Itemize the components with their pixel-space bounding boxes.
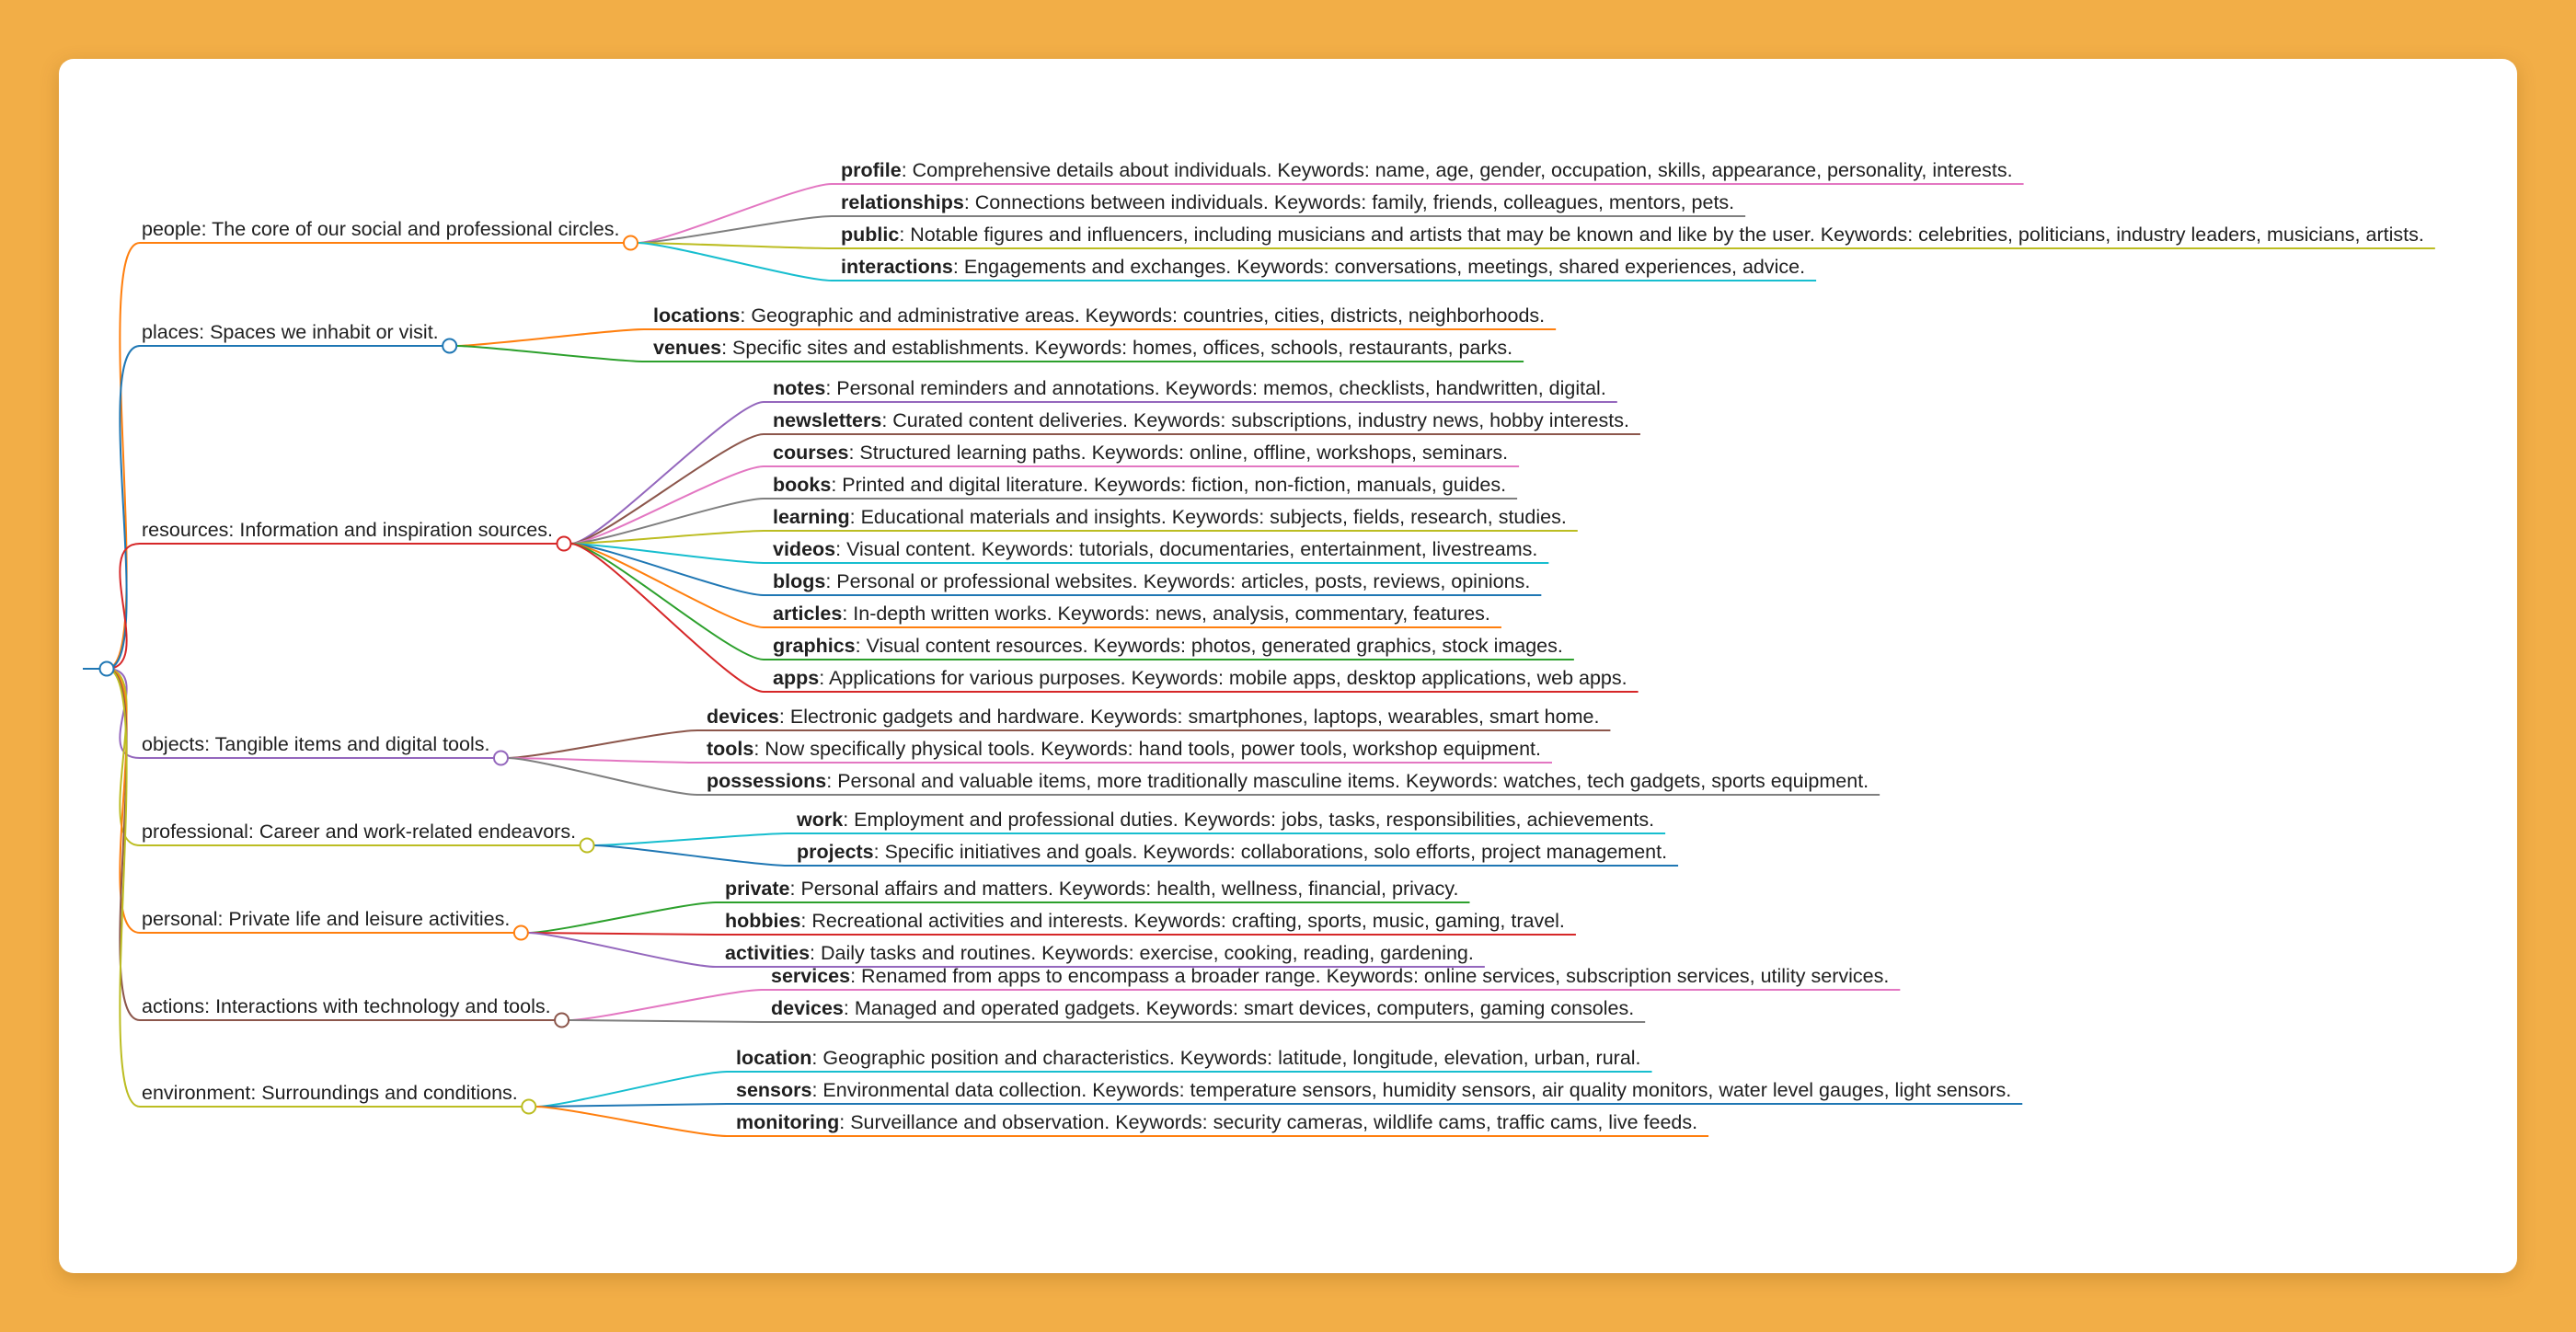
child-connector: [569, 1020, 1645, 1022]
child-description: : Structured learning paths. Keywords: online, offline, workshops, seminars.: [848, 442, 1509, 464]
branch-label: actions: Interactions with technology and tools.: [142, 995, 551, 1017]
child-keyword: devices: [707, 706, 779, 728]
child-label: [773, 474, 1506, 496]
child-keyword: videos: [773, 538, 836, 560]
branch-toggle[interactable]: [494, 752, 508, 765]
child-description: : Managed and operated gadgets. Keywords: smart devices, computers, gaming consoles.: [843, 997, 1635, 1019]
child-label: [796, 809, 1654, 831]
child-keyword: learning: [773, 506, 850, 528]
child-description: : Environmental data collection. Keywords: temperature sensors, humidity sensors, air quality monitors, water level gauges, light sensors.: [811, 1079, 2012, 1101]
child-keyword: articles: [773, 603, 843, 625]
child-label: [773, 570, 1530, 592]
child-label: [653, 304, 1545, 327]
child-description: : Connections between individuals. Keywords: family, friends, colleagues, mentors, pets.: [963, 191, 1735, 213]
child-label: [773, 667, 1627, 689]
child-keyword: notes: [773, 377, 826, 399]
child-label: [841, 191, 1734, 213]
child-label: [725, 878, 1458, 900]
child-description: : Educational materials and insights. Keywords: subjects, fields, research, studies.: [849, 506, 1567, 528]
child-description: : Curated content deliveries. Keywords: subscriptions, industry news, hobby interests.: [881, 409, 1629, 431]
branch-label: places: Spaces we inhabit or visit.: [142, 321, 439, 343]
child-description: : Geographic position and characteristics. Keywords: latitude, longitude, elevation, urban, rural.: [811, 1047, 1641, 1069]
branch-connector: [107, 544, 140, 669]
child-label: [707, 770, 1869, 792]
child-keyword: newsletters: [773, 409, 882, 431]
child-connector: [535, 1104, 2022, 1107]
child-keyword: sensors: [736, 1079, 812, 1101]
child-label: [773, 442, 1508, 464]
branch-toggle[interactable]: [581, 839, 594, 853]
child-keyword: graphics: [773, 635, 856, 657]
child-description: : Daily tasks and routines. Keywords: exercise, cooking, reading, gardening.: [810, 942, 1474, 964]
child-label: [773, 603, 1490, 625]
child-connector: [528, 933, 1576, 935]
child-keyword: work: [797, 809, 844, 831]
child-keyword: activities: [725, 942, 811, 964]
child-description: : Engagements and exchanges. Keywords: conversations, meetings, shared experiences, advice.: [952, 256, 1806, 278]
child-description: : Renamed from apps to encompass a broader range. Keywords: online services, subscription services, utility services.: [850, 965, 1890, 987]
child-keyword: location: [736, 1047, 812, 1069]
child-keyword: devices: [771, 997, 844, 1019]
child-label: [736, 1047, 1641, 1069]
child-label: [841, 159, 2013, 181]
child-description: : Printed and digital literature. Keywords: fiction, non-fiction, manuals, guides.: [831, 474, 1507, 496]
child-keyword: possessions: [707, 770, 827, 792]
branch-connector: [107, 669, 140, 1107]
child-keyword: venues: [653, 337, 722, 359]
child-description: : Employment and professional duties. Keywords: jobs, tasks, responsibilities, achievements.: [843, 809, 1655, 831]
child-description: : Personal and valuable items, more traditionally masculine items. Keywords: watches, tech gadgets, sports equipment.: [826, 770, 1869, 792]
child-description: : Comprehensive details about individuals. Keywords: name, age, gender, occupation, skills, appearance, personality, interests.: [901, 159, 2013, 181]
mindmap-canvas: [59, 59, 2517, 1273]
child-description: : Geographic and administrative areas. Keywords: countries, cities, districts, neighborhoods.: [740, 304, 1546, 327]
child-keyword: profile: [841, 159, 902, 181]
child-label: [773, 377, 1606, 399]
child-label: [841, 256, 1805, 278]
child-keyword: services: [771, 965, 851, 987]
child-description: : Applications for various purposes. Keywords: mobile apps, desktop applications, web apps.: [819, 667, 1627, 689]
child-label: [771, 997, 1634, 1019]
child-description: : Visual content resources. Keywords: photos, generated graphics, stock images.: [855, 635, 1563, 657]
child-label: [707, 738, 1541, 760]
branch-label: resources: Information and inspiration sources.: [142, 519, 553, 541]
child-description: : Now specifically physical tools. Keywords: hand tools, power tools, workshop equipment.: [753, 738, 1541, 760]
child-label: [736, 1079, 2011, 1101]
edges: [107, 184, 2435, 1136]
root-toggle[interactable]: [100, 662, 114, 676]
child-keyword: locations: [653, 304, 741, 327]
child-description: : Specific initiatives and goals. Keywords: collaborations, solo efforts, project management.: [873, 841, 1668, 863]
child-description: : Notable figures and influencers, including musicians and artists that may be known and like by the user. Keywords: celebrities, politicians, industry leaders, musicians, artists.: [899, 224, 2424, 246]
branch-label: professional: Career and work-related endeavors.: [142, 821, 577, 843]
child-label: [773, 635, 1563, 657]
branch-toggle[interactable]: [514, 926, 528, 940]
child-keyword: hobbies: [725, 910, 801, 932]
child-description: : Visual content. Keywords: tutorials, documentaries, entertainment, livestreams.: [835, 538, 1538, 560]
branch-toggle[interactable]: [555, 1014, 569, 1028]
branch-toggle[interactable]: [557, 537, 570, 551]
child-keyword: interactions: [841, 256, 953, 278]
child-label: [773, 506, 1567, 528]
branch-toggle[interactable]: [443, 339, 456, 353]
child-description: : Recreational activities and interests. Keywords: crafting, sports, music, gaming, travel.: [800, 910, 1565, 932]
branch-label: objects: Tangible items and digital tools.: [142, 733, 490, 755]
branch-toggle[interactable]: [624, 236, 638, 250]
child-label: [736, 1111, 1697, 1133]
child-label: [841, 224, 2424, 246]
child-description: : Surveillance and observation. Keywords: security cameras, wildlife cams, traffic cams, live feeds.: [839, 1111, 1698, 1133]
child-keyword: tools: [707, 738, 754, 760]
child-keyword: relationships: [841, 191, 964, 213]
child-keyword: books: [773, 474, 832, 496]
child-keyword: public: [841, 224, 900, 246]
child-description: : Personal or professional websites. Keywords: articles, posts, reviews, opinions.: [825, 570, 1531, 592]
child-label: [653, 337, 1512, 359]
mindmap-card: [59, 59, 2517, 1273]
child-description: : Specific sites and establishments. Keywords: homes, offices, schools, restaurants, parks.: [721, 337, 1513, 359]
child-label: [773, 409, 1629, 431]
child-label: [771, 965, 1889, 987]
branch-label: people: The core of our social and professional circles.: [142, 218, 620, 240]
child-label: [797, 841, 1667, 863]
branch-label: environment: Surroundings and conditions.: [142, 1082, 518, 1104]
child-keyword: apps: [773, 667, 820, 689]
child-keyword: courses: [773, 442, 849, 464]
child-keyword: private: [725, 878, 790, 900]
nodes: [142, 159, 2424, 1133]
child-label: [725, 942, 1474, 964]
child-description: : In-depth written works. Keywords: news, analysis, commentary, features.: [842, 603, 1490, 625]
child-description: : Electronic gadgets and hardware. Keywords: smartphones, laptops, wearables, smart home.: [778, 706, 1600, 728]
branch-connector: [107, 346, 140, 669]
child-keyword: blogs: [773, 570, 826, 592]
child-label: [707, 706, 1599, 728]
child-description: : Personal affairs and matters. Keywords: health, wellness, financial, privacy.: [789, 878, 1459, 900]
branch-toggle[interactable]: [522, 1100, 535, 1114]
child-description: : Personal reminders and annotations. Keywords: memos, checklists, handwritten, digital.: [825, 377, 1606, 399]
child-label: [773, 538, 1537, 560]
child-keyword: projects: [797, 841, 874, 863]
child-label: [725, 910, 1565, 932]
branch-label: personal: Private life and leisure activities.: [142, 908, 511, 930]
child-keyword: monitoring: [736, 1111, 840, 1133]
